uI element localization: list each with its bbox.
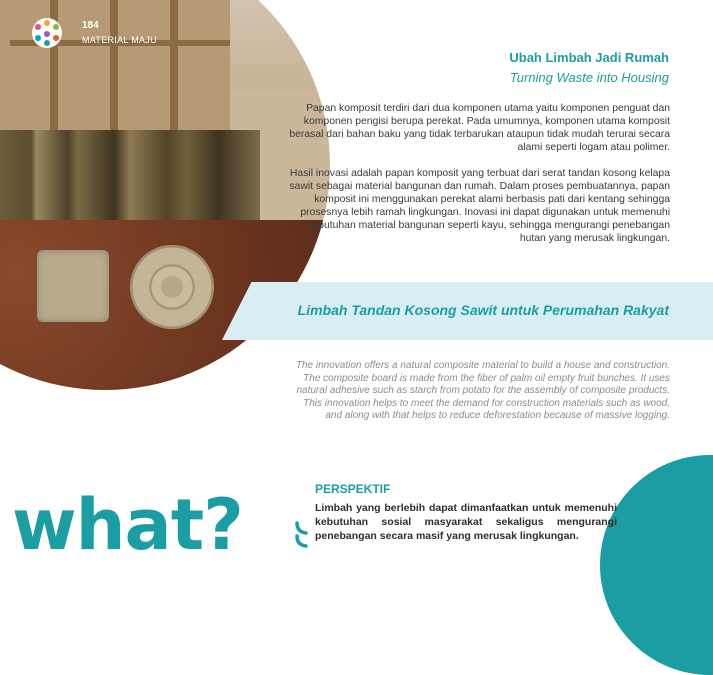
body-paragraph: Papan komposit terdiri dari dua komponen utama yaitu komponen penguat dan komponen pengisi berupa perekat. Pada umumnya, komponen utama komposit berasal dari bahan baku yang tidak terbarukan ataupun tidak mudah terurai secara alami seperti logam atau polimer.: [289, 103, 670, 153]
page-number: 184: [82, 20, 99, 31]
decorative-circle: [600, 455, 713, 675]
photo-beam: [170, 0, 178, 140]
perspektif-label: PERSPEKTIF: [315, 482, 391, 496]
section-label: MATERIAL MAJU: [82, 35, 157, 45]
heading-english: Turning Waste into Housing: [509, 70, 669, 85]
perspektif-quote: Limbah yang berlebih dapat dimanfaatkan untuk memenuhi kebutuhan sosial masyarakat sekaligus mengurangi penebangan secara masif yang merusak lingkungan.: [315, 502, 617, 542]
photo-round-sample: [130, 245, 214, 329]
quote-open-icon: [294, 533, 310, 549]
logo-icon: [32, 18, 62, 48]
photo-square-sample: [37, 250, 109, 322]
what-heading: what?: [12, 484, 243, 566]
photo-composite-boards: [0, 130, 260, 220]
english-summary: The innovation offers a natural composite material to build a house and construction. The composite board is made from the fiber of palm oil empty fruit bunches. It uses natural adhesive such as starch from potato for the assembly of composite products. This innovation helps to meet the demand for construction materials such as wood, and along with that helps to reduce deforestation because of massive logging.: [295, 360, 670, 421]
photo-beam: [110, 0, 118, 140]
heading-indonesian: Ubah Limbah Jadi Rumah: [509, 50, 669, 65]
body-paragraph: Hasil inovasi adalah papan komposit yang terbuat dari serat tandan kosong kelapa sawit sebagai material bangunan dan rumah. Dalam proses pembuatannya, papan komposit ini menggunakan perekat alami berbasis pati dari kentang sehingga prosesnya lebih ramah lingkungan. Inovasi ini dapat digunakan untuk memenuhi kebutuhan material bangunan seperti kayu, sehingga mengurangi penebangan hutan yang merusak lingkungan.: [289, 168, 670, 244]
quote-close-icon: [622, 513, 638, 529]
band-title: Limbah Tandan Kosong Sawit untuk Perumahan Rakyat: [297, 302, 669, 318]
